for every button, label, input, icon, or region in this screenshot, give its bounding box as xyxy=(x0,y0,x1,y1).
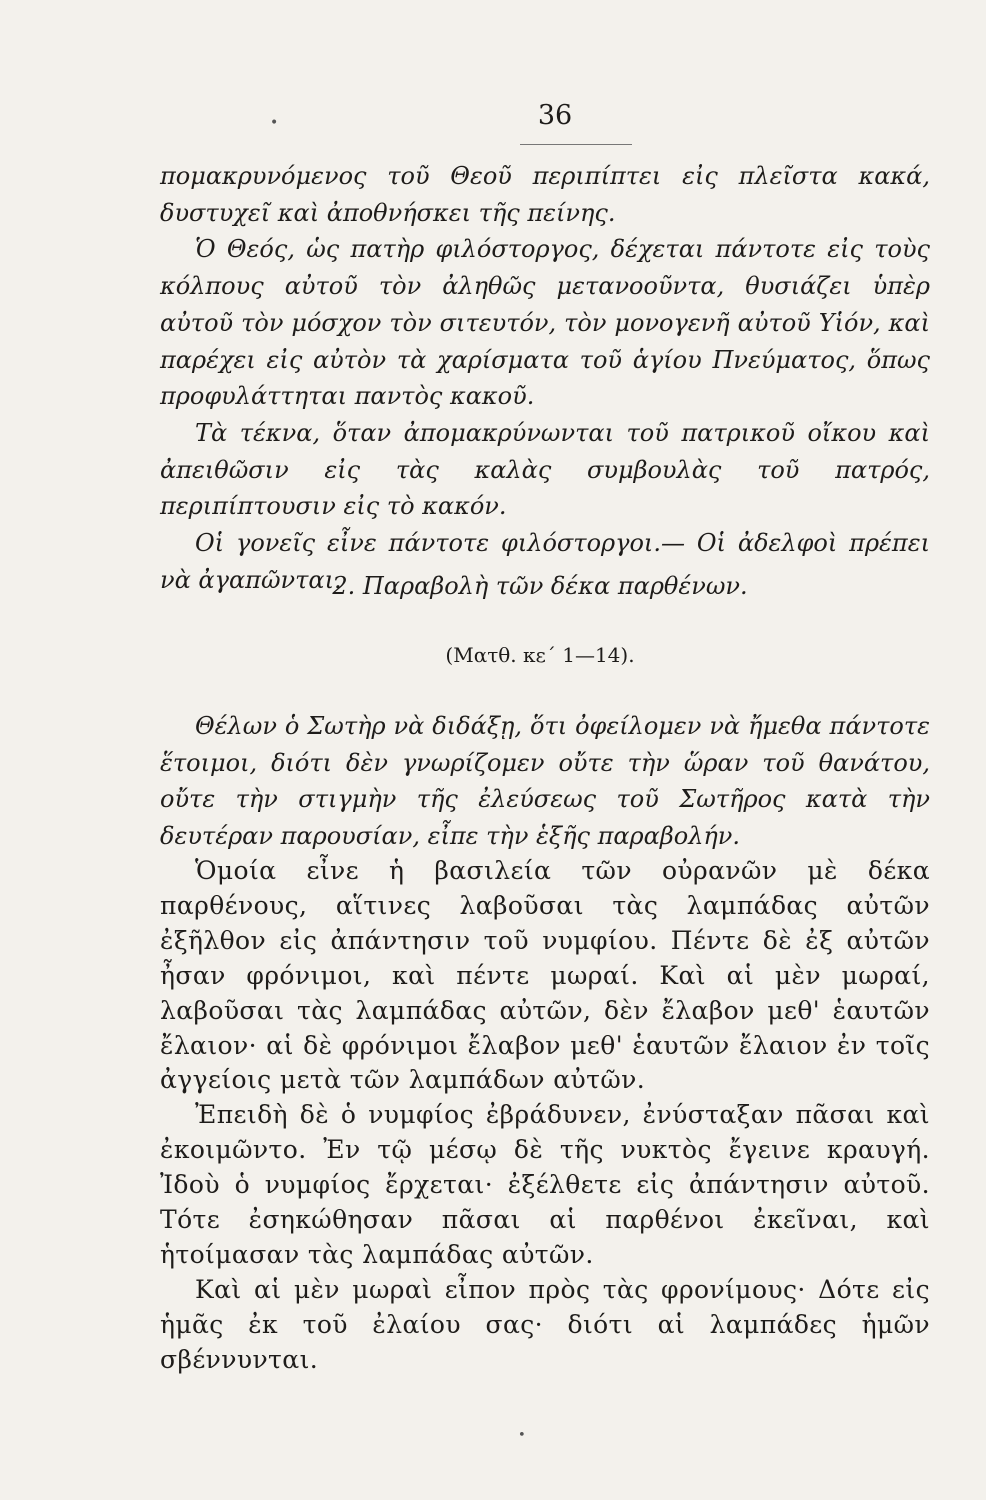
paragraph-4: Οἱ γονεῖς εἶνε πάντοτε φιλόστοργοι.— Οἱ ἀδελφοὶ πρέπει νὰ ἀγαπῶνται. xyxy=(160,529,930,594)
parable-paragraph-1: Ὁμοία εἶνε ἡ βασιλεία τῶν οὐρανῶν μὲ δέκα παρθένους, αἵτινες λαβοῦσαι τὰς λαμπάδας αὐτῶν ἐξῆλθον εἰς ἀπάντησιν τοῦ νυμφίου. Πέντε δὲ ἐξ αὐτῶν ἦσαν φρόνιμοι, καὶ πέντε μωραί. Καὶ αἱ μὲν μωραί, λαβοῦσαι τὰς λαμπάδας αὐτῶν, δὲν ἔλαβον μεθ' ἑαυτῶν ἔλαιον· αἱ δὲ φρόνιμοι ἔλαβον μεθ' ἑαυτῶν ἔλαιον ἐν τοῖς ἀγγείοις μετὰ τῶν λαμπάδων αὐτῶν. xyxy=(160,856,930,1095)
bottom-mark: • xyxy=(518,1428,526,1443)
intro-text xyxy=(160,708,930,855)
parable-paragraph-2: Ἐπειδὴ δὲ ὁ νυμφίος ἐβράδυνεν, ἐνύσταξαν πᾶσαι καὶ ἐκοιμῶντο. Ἐν τῷ μέσῳ δὲ τῆς νυκτὸς ἔγεινε κραυγή. Ἰδοὺ ὁ νυμφίος ἔρχεται· ἐξέλθετε εἰς ἀπάντησιν αὐτοῦ. Τότε ἐσηκώθησαν πᾶσαι αἱ παρθένοι ἐκεῖναι, καὶ ἡτοίμασαν τὰς λαμπάδας αὐτῶν. xyxy=(160,1100,930,1269)
parable-paragraph-3: Καὶ αἱ μὲν μωραὶ εἶπον πρὸς τὰς φρονίμους· Δότε εἰς ἡμᾶς ἐκ τοῦ ἐλαίου σας· διότι αἱ λαμπάδες ἡμῶν σβέννυνται. xyxy=(160,1274,930,1374)
parable-text xyxy=(160,854,930,1378)
section-heading: 2. Παραβολὴ τῶν δέκα παρθένων. xyxy=(332,572,748,600)
intro-paragraph: Θέλων ὁ Σωτὴρ νὰ διδάξῃ, ὅτι ὀφείλομεν νὰ ἤμεθα πάντοτε ἕτοιμοι, διότι δὲν γνωρίζομεν οὔτε τὴν ὥραν τοῦ θανάτου, οὔτε τὴν στιγμὴν τῆς ἐλεύσεως τοῦ Σωτῆρος κατὰ τὴν δευτέραν παρουσίαν, εἶπε τὴν ἑξῆς παραβολήν. xyxy=(160,712,930,851)
paragraph-2: Ὁ Θεός, ὡς πατὴρ φιλόστοργος, δέχεται πάντοτε εἰς τοὺς κόλπους αὐτοῦ τὸν ἀληθῶς μετανοοῦντα, θυσιάζει ὑπὲρ αὐτοῦ τὸν μόσχον τὸν σιτευτόν, τὸν μονογενῆ αὐτοῦ Υἱόν, καὶ παρέχει εἰς αὐτὸν τὰ χαρίσματα τοῦ ἁγίου Πνεύματος, ὅπως προφυλάττηται παντὸς κακοῦ. xyxy=(160,235,930,411)
scripture-reference: (Ματθ. κε΄ 1—14). xyxy=(445,643,635,667)
page-number: 36 xyxy=(537,100,573,131)
section1-text xyxy=(160,158,930,598)
top-mark: • xyxy=(270,115,279,131)
paragraph-3: Τὰ τέκνα, ὅταν ἀπομακρύνωνται τοῦ πατρικοῦ οἴκου καὶ ἀπειθῶσιν εἰς τὰς καλὰς συμβουλὰς τοῦ πατρός, περιπίπτουσιν εἰς τὸ κακόν. xyxy=(160,418,930,521)
page-number-rule xyxy=(520,144,632,145)
paragraph-1: πομακρυνόμενος τοῦ Θεοῦ περιπίπτει εἰς πλεῖστα κακά, δυστυχεῖ καὶ ἀποθνήσκει τῆς πείνης. xyxy=(160,162,930,227)
